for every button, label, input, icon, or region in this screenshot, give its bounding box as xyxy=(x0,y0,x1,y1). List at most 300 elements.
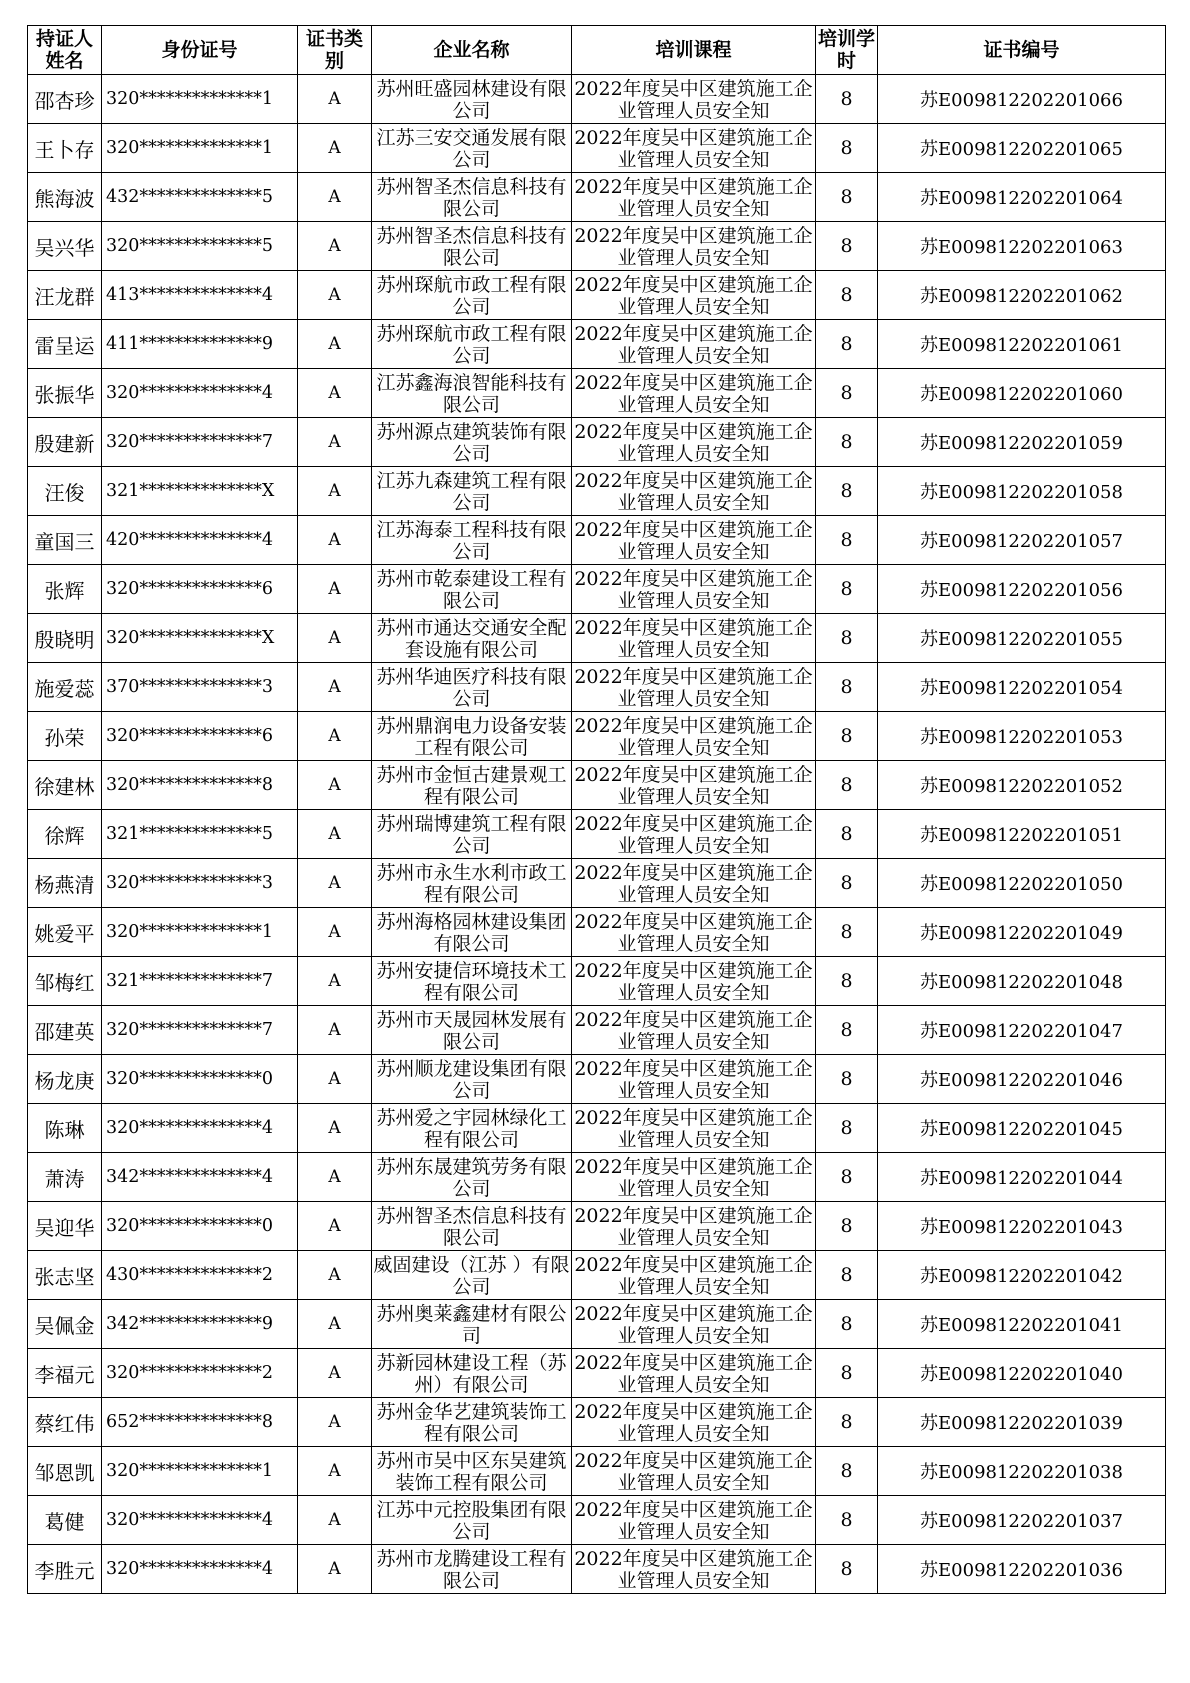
table-row xyxy=(28,1545,1166,1594)
cert-category-cell: A xyxy=(298,75,372,124)
company-name-cell xyxy=(372,565,572,614)
certificate-table xyxy=(27,25,1166,1594)
training-hours-cell: 8 xyxy=(816,1153,878,1202)
training-course-cell xyxy=(572,761,816,810)
cert-number-cell: 苏E009812202201062 xyxy=(878,271,1166,320)
company-name-cell xyxy=(372,1447,572,1496)
training-course-text: 2022年度吴中区建筑施工企业管理人员安全知 xyxy=(574,1303,813,1347)
cert-number-cell: 苏E009812202201041 xyxy=(878,1300,1166,1349)
training-course-text: 2022年度吴中区建筑施工企业管理人员安全知 xyxy=(574,568,813,612)
training-hours-cell: 8 xyxy=(816,712,878,761)
company-name-cell xyxy=(372,271,572,320)
training-course-text: 2022年度吴中区建筑施工企业管理人员安全知 xyxy=(574,666,813,710)
company-name-cell xyxy=(372,516,572,565)
training-hours-cell: 8 xyxy=(816,369,878,418)
company-name-text: 威固建设（江苏 ）有限公司 xyxy=(373,1254,570,1298)
company-name-text: 江苏三安交通发展有限公司 xyxy=(376,127,567,171)
id-number-cell: 320**************4 xyxy=(102,1545,298,1594)
table-row xyxy=(28,1398,1166,1447)
id-number-cell: 321**************7 xyxy=(102,957,298,1006)
cert-number-cell: 苏E009812202201053 xyxy=(878,712,1166,761)
company-name-text: 苏州市天晟园林发展有限公司 xyxy=(376,1009,567,1053)
table-row xyxy=(28,1496,1166,1545)
cert-number-cell: 苏E009812202201043 xyxy=(878,1202,1166,1251)
table-row xyxy=(28,908,1166,957)
training-hours-cell: 8 xyxy=(816,271,878,320)
id-number-cell: 413**************4 xyxy=(102,271,298,320)
cert-number-cell: 苏E009812202201061 xyxy=(878,320,1166,369)
training-hours-cell: 8 xyxy=(816,663,878,712)
table-row xyxy=(28,614,1166,663)
table-row xyxy=(28,810,1166,859)
training-course-text: 2022年度吴中区建筑施工企业管理人员安全知 xyxy=(574,372,813,416)
company-name-cell xyxy=(372,712,572,761)
training-hours-cell: 8 xyxy=(816,418,878,467)
company-name-text: 苏州源点建筑装饰有限公司 xyxy=(376,421,567,465)
company-name-text: 苏州琛航市政工程有限公司 xyxy=(376,274,567,318)
company-name-text: 苏州市金恒古建景观工程有限公司 xyxy=(376,764,567,808)
training-course-cell xyxy=(572,418,816,467)
training-course-text: 2022年度吴中区建筑施工企业管理人员安全知 xyxy=(574,1009,813,1053)
id-number-cell: 321**************5 xyxy=(102,810,298,859)
cert-number-cell: 苏E009812202201036 xyxy=(878,1545,1166,1594)
training-course-cell xyxy=(572,614,816,663)
training-course-text: 2022年度吴中区建筑施工企业管理人员安全知 xyxy=(574,127,813,171)
training-course-text: 2022年度吴中区建筑施工企业管理人员安全知 xyxy=(574,519,813,563)
id-number-cell: 320**************X xyxy=(102,614,298,663)
company-name-cell xyxy=(372,369,572,418)
training-hours-cell: 8 xyxy=(816,124,878,173)
company-name-text: 苏州海格园林建设集团有限公司 xyxy=(376,911,567,955)
cert-number-cell: 苏E009812202201054 xyxy=(878,663,1166,712)
cert-number-cell: 苏E009812202201063 xyxy=(878,222,1166,271)
training-hours-cell: 8 xyxy=(816,75,878,124)
cert-number-cell: 苏E009812202201064 xyxy=(878,173,1166,222)
table-row xyxy=(28,1006,1166,1055)
training-course-cell xyxy=(572,1055,816,1104)
cert-number-cell: 苏E009812202201049 xyxy=(878,908,1166,957)
training-course-cell xyxy=(572,1153,816,1202)
cert-number-cell: 苏E009812202201045 xyxy=(878,1104,1166,1153)
training-course-cell xyxy=(572,124,816,173)
training-hours-cell: 8 xyxy=(816,467,878,516)
id-number-cell: 320**************1 xyxy=(102,1447,298,1496)
cert-category-cell: A xyxy=(298,320,372,369)
id-number-cell: 420**************4 xyxy=(102,516,298,565)
training-hours-cell: 8 xyxy=(816,222,878,271)
table-row xyxy=(28,761,1166,810)
holder-name-cell: 熊海波 xyxy=(28,173,102,222)
cert-number-cell: 苏E009812202201044 xyxy=(878,1153,1166,1202)
training-course-text: 2022年度吴中区建筑施工企业管理人员安全知 xyxy=(574,1401,813,1445)
cert-category-cell: A xyxy=(298,173,372,222)
cert-number-cell: 苏E009812202201051 xyxy=(878,810,1166,859)
holder-name-cell: 陈琳 xyxy=(28,1104,102,1153)
company-name-cell xyxy=(372,1349,572,1398)
training-course-text: 2022年度吴中区建筑施工企业管理人员安全知 xyxy=(574,1499,813,1543)
cert-number-cell: 苏E009812202201052 xyxy=(878,761,1166,810)
cert-number-cell: 苏E009812202201048 xyxy=(878,957,1166,1006)
company-name-cell xyxy=(372,1545,572,1594)
holder-name-cell: 姚爱平 xyxy=(28,908,102,957)
holder-name-cell: 李胜元 xyxy=(28,1545,102,1594)
cert-category-cell: A xyxy=(298,1496,372,1545)
training-course-cell xyxy=(572,1349,816,1398)
id-number-cell: 342**************9 xyxy=(102,1300,298,1349)
cert-category-cell: A xyxy=(298,859,372,908)
table-row xyxy=(28,957,1166,1006)
table-row xyxy=(28,1104,1166,1153)
header-training-hours: 培训学时 xyxy=(816,26,878,75)
training-hours-cell: 8 xyxy=(816,957,878,1006)
training-course-text: 2022年度吴中区建筑施工企业管理人员安全知 xyxy=(574,1156,813,1200)
company-name-cell xyxy=(372,1398,572,1447)
cert-number-cell: 苏E009812202201055 xyxy=(878,614,1166,663)
cert-category-cell: A xyxy=(298,222,372,271)
holder-name-cell: 邹梅红 xyxy=(28,957,102,1006)
id-number-cell: 320**************4 xyxy=(102,369,298,418)
training-course-text: 2022年度吴中区建筑施工企业管理人员安全知 xyxy=(574,421,813,465)
company-name-text: 苏州智圣杰信息科技有限公司 xyxy=(376,1205,567,1249)
training-course-text: 2022年度吴中区建筑施工企业管理人员安全知 xyxy=(574,1548,813,1592)
cert-category-cell: A xyxy=(298,712,372,761)
training-course-cell xyxy=(572,1545,816,1594)
training-course-cell xyxy=(572,663,816,712)
training-hours-cell: 8 xyxy=(816,908,878,957)
table-row xyxy=(28,75,1166,124)
company-name-text: 苏州市乾泰建设工程有限公司 xyxy=(376,568,567,612)
training-course-text: 2022年度吴中区建筑施工企业管理人员安全知 xyxy=(574,764,813,808)
holder-name-cell: 雷呈运 xyxy=(28,320,102,369)
cert-category-cell: A xyxy=(298,1006,372,1055)
company-name-cell xyxy=(372,614,572,663)
holder-name-cell: 殷晓明 xyxy=(28,614,102,663)
training-hours-cell: 8 xyxy=(816,1055,878,1104)
training-course-text: 2022年度吴中区建筑施工企业管理人员安全知 xyxy=(574,1205,813,1249)
table-row xyxy=(28,124,1166,173)
company-name-cell xyxy=(372,418,572,467)
cert-number-cell: 苏E009812202201066 xyxy=(878,75,1166,124)
training-course-cell xyxy=(572,222,816,271)
holder-name-cell: 杨龙庚 xyxy=(28,1055,102,1104)
cert-category-cell: A xyxy=(298,1545,372,1594)
table-row xyxy=(28,1055,1166,1104)
training-course-cell xyxy=(572,565,816,614)
holder-name-cell: 徐辉 xyxy=(28,810,102,859)
cert-category-cell: A xyxy=(298,418,372,467)
id-number-cell: 320**************0 xyxy=(102,1055,298,1104)
company-name-cell xyxy=(372,75,572,124)
cert-category-cell: A xyxy=(298,516,372,565)
id-number-cell: 320**************7 xyxy=(102,1006,298,1055)
cert-category-cell: A xyxy=(298,565,372,614)
training-course-text: 2022年度吴中区建筑施工企业管理人员安全知 xyxy=(574,1058,813,1102)
training-course-cell xyxy=(572,320,816,369)
training-course-cell xyxy=(572,859,816,908)
table-row xyxy=(28,222,1166,271)
company-name-text: 江苏九森建筑工程有限公司 xyxy=(376,470,567,514)
company-name-cell xyxy=(372,908,572,957)
training-hours-cell: 8 xyxy=(816,614,878,663)
company-name-cell xyxy=(372,1104,572,1153)
holder-name-cell: 殷建新 xyxy=(28,418,102,467)
company-name-text: 苏州智圣杰信息科技有限公司 xyxy=(376,176,567,220)
id-number-cell: 432**************5 xyxy=(102,173,298,222)
id-number-cell: 320**************1 xyxy=(102,908,298,957)
holder-name-cell: 汪龙群 xyxy=(28,271,102,320)
company-name-text: 江苏鑫海浪智能科技有限公司 xyxy=(376,372,567,416)
training-course-cell xyxy=(572,1398,816,1447)
cert-number-cell: 苏E009812202201038 xyxy=(878,1447,1166,1496)
holder-name-cell: 萧涛 xyxy=(28,1153,102,1202)
training-hours-cell: 8 xyxy=(816,1496,878,1545)
holder-name-cell: 孙荣 xyxy=(28,712,102,761)
cert-category-cell: A xyxy=(298,1153,372,1202)
company-name-cell xyxy=(372,320,572,369)
table-row xyxy=(28,1251,1166,1300)
training-hours-cell: 8 xyxy=(816,810,878,859)
table-row xyxy=(28,1300,1166,1349)
company-name-cell xyxy=(372,124,572,173)
table-row xyxy=(28,516,1166,565)
training-hours-cell: 8 xyxy=(816,516,878,565)
cert-category-cell: A xyxy=(298,614,372,663)
company-name-text: 苏州旺盛园林建设有限公司 xyxy=(376,78,567,122)
header-id-number: 身份证号 xyxy=(102,26,298,75)
header-company-name: 企业名称 xyxy=(372,26,572,75)
training-course-cell xyxy=(572,957,816,1006)
training-hours-cell: 8 xyxy=(816,1202,878,1251)
company-name-text: 苏州琛航市政工程有限公司 xyxy=(376,323,567,367)
training-course-text: 2022年度吴中区建筑施工企业管理人员安全知 xyxy=(574,470,813,514)
company-name-text: 苏州爱之宇园林绿化工程有限公司 xyxy=(376,1107,567,1151)
training-course-text: 2022年度吴中区建筑施工企业管理人员安全知 xyxy=(574,176,813,220)
training-course-cell xyxy=(572,173,816,222)
cert-number-cell: 苏E009812202201060 xyxy=(878,369,1166,418)
training-course-cell xyxy=(572,516,816,565)
company-name-cell xyxy=(372,1153,572,1202)
cert-category-cell: A xyxy=(298,1104,372,1153)
holder-name-cell: 张振华 xyxy=(28,369,102,418)
holder-name-cell: 杨燕清 xyxy=(28,859,102,908)
cert-category-cell: A xyxy=(298,761,372,810)
training-course-cell xyxy=(572,1300,816,1349)
company-name-cell xyxy=(372,1300,572,1349)
id-number-cell: 652**************8 xyxy=(102,1398,298,1447)
training-hours-cell: 8 xyxy=(816,761,878,810)
training-course-cell xyxy=(572,810,816,859)
company-name-cell xyxy=(372,173,572,222)
holder-name-cell: 施爱蕊 xyxy=(28,663,102,712)
training-course-text: 2022年度吴中区建筑施工企业管理人员安全知 xyxy=(574,911,813,955)
table-row xyxy=(28,859,1166,908)
id-number-cell: 320**************1 xyxy=(102,124,298,173)
training-hours-cell: 8 xyxy=(816,1398,878,1447)
table-row xyxy=(28,271,1166,320)
training-hours-cell: 8 xyxy=(816,859,878,908)
holder-name-cell: 徐建林 xyxy=(28,761,102,810)
table-row xyxy=(28,320,1166,369)
holder-name-cell: 汪俊 xyxy=(28,467,102,516)
header-cert-category: 证书类别 xyxy=(298,26,372,75)
id-number-cell: 320**************6 xyxy=(102,565,298,614)
header-cert-number: 证书编号 xyxy=(878,26,1166,75)
training-course-cell xyxy=(572,712,816,761)
id-number-cell: 320**************0 xyxy=(102,1202,298,1251)
holder-name-cell: 王卜存 xyxy=(28,124,102,173)
cert-category-cell: A xyxy=(298,271,372,320)
training-hours-cell: 8 xyxy=(816,1545,878,1594)
id-number-cell: 320**************6 xyxy=(102,712,298,761)
training-course-cell xyxy=(572,1496,816,1545)
header-training-course: 培训课程 xyxy=(572,26,816,75)
training-course-text: 2022年度吴中区建筑施工企业管理人员安全知 xyxy=(574,225,813,269)
cert-category-cell: A xyxy=(298,1300,372,1349)
id-number-cell: 320**************7 xyxy=(102,418,298,467)
table-row xyxy=(28,369,1166,418)
cert-category-cell: A xyxy=(298,1251,372,1300)
holder-name-cell: 邹恩凯 xyxy=(28,1447,102,1496)
cert-number-cell: 苏E009812202201065 xyxy=(878,124,1166,173)
company-name-cell xyxy=(372,1055,572,1104)
table-row xyxy=(28,565,1166,614)
cert-number-cell: 苏E009812202201042 xyxy=(878,1251,1166,1300)
company-name-text: 江苏中元控股集团有限公司 xyxy=(376,1499,567,1543)
company-name-cell xyxy=(372,663,572,712)
cert-number-cell: 苏E009812202201046 xyxy=(878,1055,1166,1104)
training-course-cell xyxy=(572,467,816,516)
training-hours-cell: 8 xyxy=(816,565,878,614)
table-row xyxy=(28,467,1166,516)
training-hours-cell: 8 xyxy=(816,1447,878,1496)
cert-category-cell: A xyxy=(298,1447,372,1496)
holder-name-cell: 童国三 xyxy=(28,516,102,565)
company-name-text: 苏州智圣杰信息科技有限公司 xyxy=(376,225,567,269)
training-course-text: 2022年度吴中区建筑施工企业管理人员安全知 xyxy=(574,1450,813,1494)
company-name-text: 苏州鼎润电力设备安装工程有限公司 xyxy=(376,715,567,759)
header-holder-name: 持证人姓名 xyxy=(28,26,102,75)
company-name-cell xyxy=(372,810,572,859)
cert-category-cell: A xyxy=(298,810,372,859)
training-course-cell xyxy=(572,75,816,124)
training-course-text: 2022年度吴中区建筑施工企业管理人员安全知 xyxy=(574,862,813,906)
cert-number-cell: 苏E009812202201050 xyxy=(878,859,1166,908)
id-number-cell: 320**************4 xyxy=(102,1104,298,1153)
company-name-text: 苏州安捷信环境技术工程有限公司 xyxy=(376,960,567,1004)
company-name-text: 苏州金华艺建筑装饰工程有限公司 xyxy=(376,1401,567,1445)
holder-name-cell: 邵杏珍 xyxy=(28,75,102,124)
holder-name-cell: 吴佩金 xyxy=(28,1300,102,1349)
holder-name-cell: 张志坚 xyxy=(28,1251,102,1300)
training-course-text: 2022年度吴中区建筑施工企业管理人员安全知 xyxy=(574,813,813,857)
cert-category-cell: A xyxy=(298,1398,372,1447)
company-name-cell xyxy=(372,1496,572,1545)
cert-number-cell: 苏E009812202201037 xyxy=(878,1496,1166,1545)
cert-number-cell: 苏E009812202201047 xyxy=(878,1006,1166,1055)
id-number-cell: 320**************5 xyxy=(102,222,298,271)
company-name-cell xyxy=(372,957,572,1006)
table-row xyxy=(28,418,1166,467)
cert-category-cell: A xyxy=(298,663,372,712)
training-course-cell xyxy=(572,1202,816,1251)
company-name-text: 苏州市永生水利市政工程有限公司 xyxy=(376,862,567,906)
table-row xyxy=(28,663,1166,712)
cert-category-cell: A xyxy=(298,1349,372,1398)
id-number-cell: 320**************1 xyxy=(102,75,298,124)
cert-number-cell: 苏E009812202201040 xyxy=(878,1349,1166,1398)
company-name-text: 苏州奥莱鑫建材有限公司 xyxy=(376,1303,567,1347)
company-name-cell xyxy=(372,761,572,810)
training-hours-cell: 8 xyxy=(816,1300,878,1349)
cert-category-cell: A xyxy=(298,369,372,418)
cert-category-cell: A xyxy=(298,1202,372,1251)
training-hours-cell: 8 xyxy=(816,1104,878,1153)
company-name-text: 江苏海泰工程科技有限公司 xyxy=(376,519,567,563)
cert-category-cell: A xyxy=(298,124,372,173)
table-row xyxy=(28,1202,1166,1251)
training-course-text: 2022年度吴中区建筑施工企业管理人员安全知 xyxy=(574,78,813,122)
training-course-text: 2022年度吴中区建筑施工企业管理人员安全知 xyxy=(574,617,813,661)
company-name-text: 苏州顺龙建设集团有限公司 xyxy=(376,1058,567,1102)
training-course-text: 2022年度吴中区建筑施工企业管理人员安全知 xyxy=(574,960,813,1004)
holder-name-cell: 邵建英 xyxy=(28,1006,102,1055)
company-name-cell xyxy=(372,467,572,516)
header-row xyxy=(28,26,1166,75)
training-hours-cell: 8 xyxy=(816,1251,878,1300)
training-course-cell xyxy=(572,1006,816,1055)
holder-name-cell: 李福元 xyxy=(28,1349,102,1398)
company-name-cell xyxy=(372,1202,572,1251)
training-hours-cell: 8 xyxy=(816,1349,878,1398)
company-name-text: 苏州市龙腾建设工程有限公司 xyxy=(376,1548,567,1592)
training-course-cell xyxy=(572,908,816,957)
table-row xyxy=(28,1349,1166,1398)
training-course-text: 2022年度吴中区建筑施工企业管理人员安全知 xyxy=(574,1254,813,1298)
id-number-cell: 430**************2 xyxy=(102,1251,298,1300)
holder-name-cell: 张辉 xyxy=(28,565,102,614)
company-name-text: 苏州东晟建筑劳务有限公司 xyxy=(376,1156,567,1200)
cert-number-cell: 苏E009812202201059 xyxy=(878,418,1166,467)
cert-number-cell: 苏E009812202201057 xyxy=(878,516,1166,565)
company-name-text: 苏新园林建设工程（苏州）有限公司 xyxy=(376,1352,567,1396)
table-row xyxy=(28,1447,1166,1496)
cert-number-cell: 苏E009812202201039 xyxy=(878,1398,1166,1447)
company-name-text: 苏州市吴中区东吴建筑装饰工程有限公司 xyxy=(376,1450,567,1494)
training-course-text: 2022年度吴中区建筑施工企业管理人员安全知 xyxy=(574,1352,813,1396)
training-course-cell xyxy=(572,271,816,320)
training-course-cell xyxy=(572,1104,816,1153)
cert-category-cell: A xyxy=(298,908,372,957)
company-name-cell xyxy=(372,859,572,908)
training-course-cell xyxy=(572,1251,816,1300)
company-name-cell xyxy=(372,1251,572,1300)
id-number-cell: 411**************9 xyxy=(102,320,298,369)
id-number-cell: 370**************3 xyxy=(102,663,298,712)
id-number-cell: 320**************4 xyxy=(102,1496,298,1545)
training-course-text: 2022年度吴中区建筑施工企业管理人员安全知 xyxy=(574,715,813,759)
training-course-text: 2022年度吴中区建筑施工企业管理人员安全知 xyxy=(574,274,813,318)
holder-name-cell: 吴兴华 xyxy=(28,222,102,271)
id-number-cell: 321**************X xyxy=(102,467,298,516)
training-course-text: 2022年度吴中区建筑施工企业管理人员安全知 xyxy=(574,1107,813,1151)
cert-category-cell: A xyxy=(298,467,372,516)
company-name-text: 苏州市通达交通安全配套设施有限公司 xyxy=(376,617,567,661)
training-course-text: 2022年度吴中区建筑施工企业管理人员安全知 xyxy=(574,323,813,367)
table-row xyxy=(28,1153,1166,1202)
training-hours-cell: 8 xyxy=(816,320,878,369)
training-course-cell xyxy=(572,1447,816,1496)
id-number-cell: 342**************4 xyxy=(102,1153,298,1202)
